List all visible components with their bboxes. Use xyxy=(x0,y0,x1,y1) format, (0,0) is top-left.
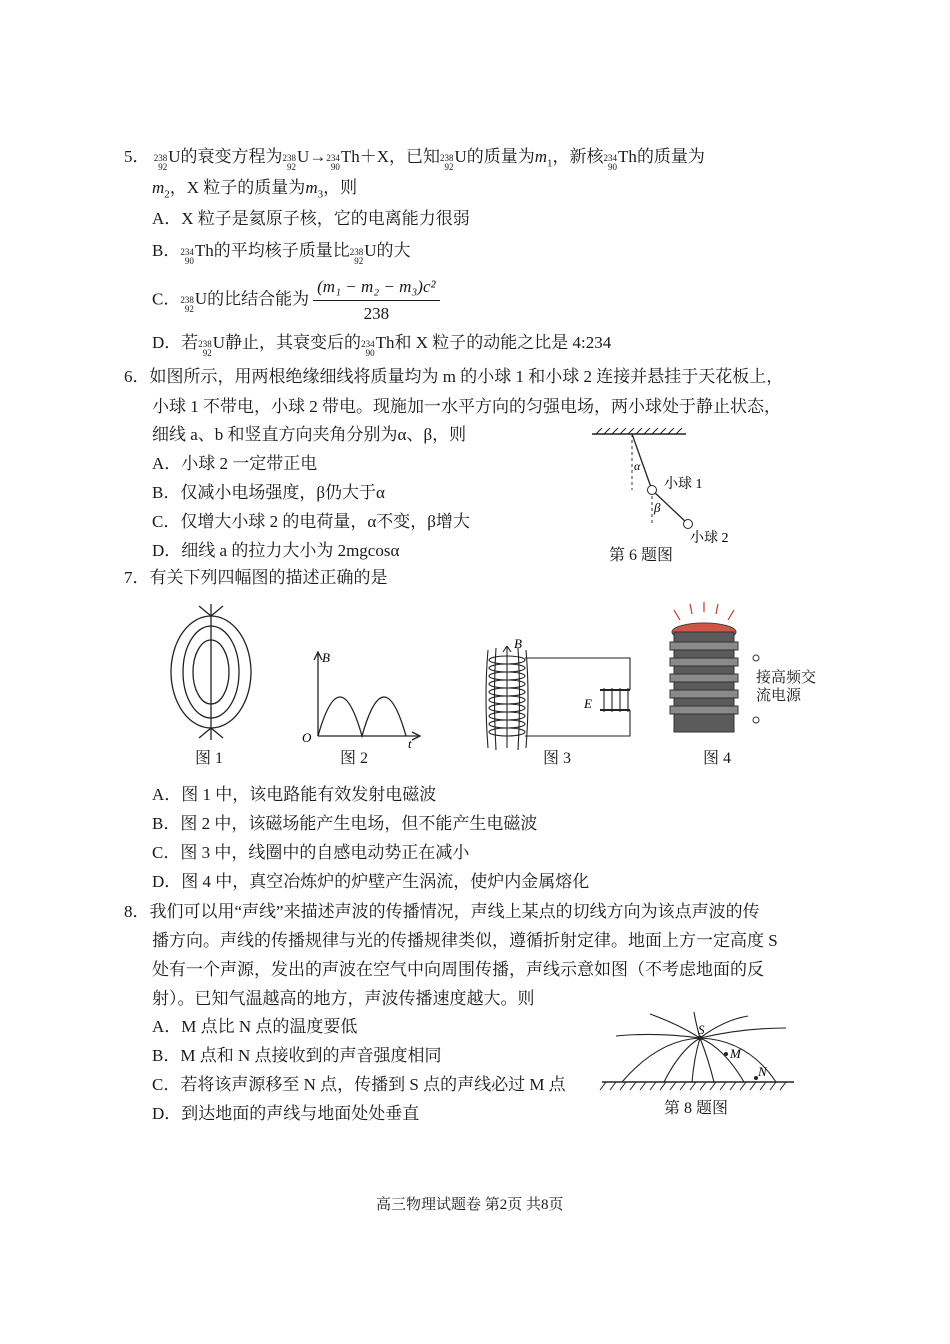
q6-option-a: A．小球 2 一定带正电 xyxy=(152,454,318,473)
q8-sound-ray-figure xyxy=(598,1010,798,1090)
ball2-label: 小球 2 xyxy=(690,531,729,546)
fig1-field-lines xyxy=(166,604,256,742)
q8-line2: 播方向。声线的传播规律与光的传播规律类似，遵循折射定律。地面上方一定高度 S xyxy=(152,931,778,950)
point-n-label: N xyxy=(758,1064,767,1079)
q5-option-a: A．X 粒子是氦原子核，它的电离能力很弱 xyxy=(152,209,470,228)
beta-label: β xyxy=(654,500,661,515)
q8-option-b: B．M 点和 N 点接收到的声音强度相同 xyxy=(152,1046,442,1065)
ball-1 xyxy=(648,486,657,495)
ball-2 xyxy=(684,520,693,529)
q5-option-c: C． 238 92 U的比结合能为 $\frac{\text{(m₁ − m₂ − m₃)c²}}{238}$ xyxy=(152,276,440,325)
page-footer: 高三物理试题卷 第2页 共8页 xyxy=(376,1197,564,1213)
q6-caption: 第 6 题图 xyxy=(609,547,674,564)
point-m-label: M xyxy=(730,1046,741,1061)
q6-line2: 小球 1 不带电，小球 2 带电。现施加一水平方向的匀强电场，两小球处于静止状态， xyxy=(152,397,781,416)
q8-option-a: A．M 点比 N 点的温度要低 xyxy=(152,1017,358,1036)
q7-option-a: A．图 1 中，该电路能有效发射电磁波 xyxy=(152,785,437,804)
fig3-e-label: E xyxy=(584,696,592,711)
fig2-caption: 图 2 xyxy=(340,750,369,767)
nuclide-u238: 238 92 U xyxy=(349,241,377,266)
fig3-caption: 图 3 xyxy=(543,750,572,767)
nuclide-th234: 234 90 Th xyxy=(326,147,360,172)
fig4-label: 接高频交 流电源 xyxy=(756,670,817,704)
nuclide-u238: 238 92 U xyxy=(153,147,181,172)
q6-option-d: D．细线 a 的拉力大小为 2mgcosα xyxy=(152,541,400,560)
q7-option-d: D．图 4 中，真空冶炼炉的炉壁产生涡流，使炉内金属熔化 xyxy=(152,872,590,891)
q6-line3: 细线 a、b 和竖直方向夹角分别为α、β，则 xyxy=(152,425,467,444)
q7-option-b: B．图 2 中，该磁场能产生电场，但不能产生电磁波 xyxy=(152,814,538,833)
fig4-caption: 图 4 xyxy=(703,750,732,767)
fig2-t-label: t xyxy=(408,736,412,751)
q8-line4: 射）。已知气温越高的地方，声波传播速度越大。则 xyxy=(152,989,535,1008)
binding-energy-fraction: $\frac{\text{(m₁ − m₂ − m₃)c²}}{238}$ xyxy=(313,276,439,325)
nuclide-th234: 234 90 Th xyxy=(180,241,214,266)
q8-line3: 处有一个声源，发出的声波在空气中向周围传播，声线示意如图（不考虑地面的反 xyxy=(152,960,764,979)
q6-pendulum-figure xyxy=(590,428,750,548)
nuclide-u238: 238 92 U xyxy=(180,289,208,315)
q5-line1: 5． 238 92 U的衰变方程为 238 92 U→ 234 90 Th＋X，已知 238 92 U的质量为$m_1$，新核 234 90 Th的质量为 xyxy=(124,147,705,172)
nuclide-u238: 238 92 U xyxy=(282,147,310,172)
q6-option-c: C．仅增大小球 2 的电荷量，α不变，β增大 xyxy=(152,512,470,531)
q5-line2: $m_2$，X 粒子的质量为$m_3$，则 xyxy=(152,178,358,201)
fig3-lc-circuit xyxy=(480,636,650,752)
ball1-label: 小球 1 xyxy=(664,477,703,492)
nuclide-th234: 234 90 Th xyxy=(603,147,637,172)
q8-option-c: C．若将该声源移至 N 点，传播到 S 点的声线必过 M 点 xyxy=(152,1075,566,1094)
q8-caption: 第 8 题图 xyxy=(664,1100,729,1117)
q8-line1: 8．我们可以用“声线”来描述声波的传播情况，声线上某点的切线方向为该点声波的传 xyxy=(124,902,760,921)
fig3-b-label: B xyxy=(514,636,522,651)
alpha-label: α xyxy=(634,459,641,473)
nuclide-u238: 238 92 U xyxy=(439,147,467,172)
q6-option-b: B．仅减小电场强度，β仍大于α xyxy=(152,483,385,502)
fig2-b-t-graph xyxy=(298,648,426,751)
fig4-furnace xyxy=(660,602,770,742)
fig1-caption: 图 1 xyxy=(195,750,224,767)
q7-option-c: C．图 3 中，线圈中的自感电动势正在减小 xyxy=(152,843,470,862)
fig2-b-label: B xyxy=(322,650,330,665)
fig2-origin-label: O xyxy=(302,730,312,745)
source-s-label: S xyxy=(698,1022,705,1037)
q5-option-b: B． 234 90 Th的平均核子质量比 238 92 U的大 xyxy=(152,241,411,266)
nuclide-th234: 234 90 Th xyxy=(361,333,395,358)
nuclide-u238: 238 92 U xyxy=(198,333,226,358)
q7-stem: 7．有关下列四幅图的描述正确的是 xyxy=(124,568,388,587)
q8-option-d: D．到达地面的声线与地面处处垂直 xyxy=(152,1104,420,1123)
q6-line1: 6．如图所示，用两根绝缘细线将质量均为 m 的小球 1 和小球 2 连接并悬挂于天花板上， xyxy=(124,367,784,386)
q5-option-d: D．若 238 92 U静止，其衰变后的 234 90 Th和 X 粒子的动能之比是 4:234 xyxy=(152,333,612,358)
